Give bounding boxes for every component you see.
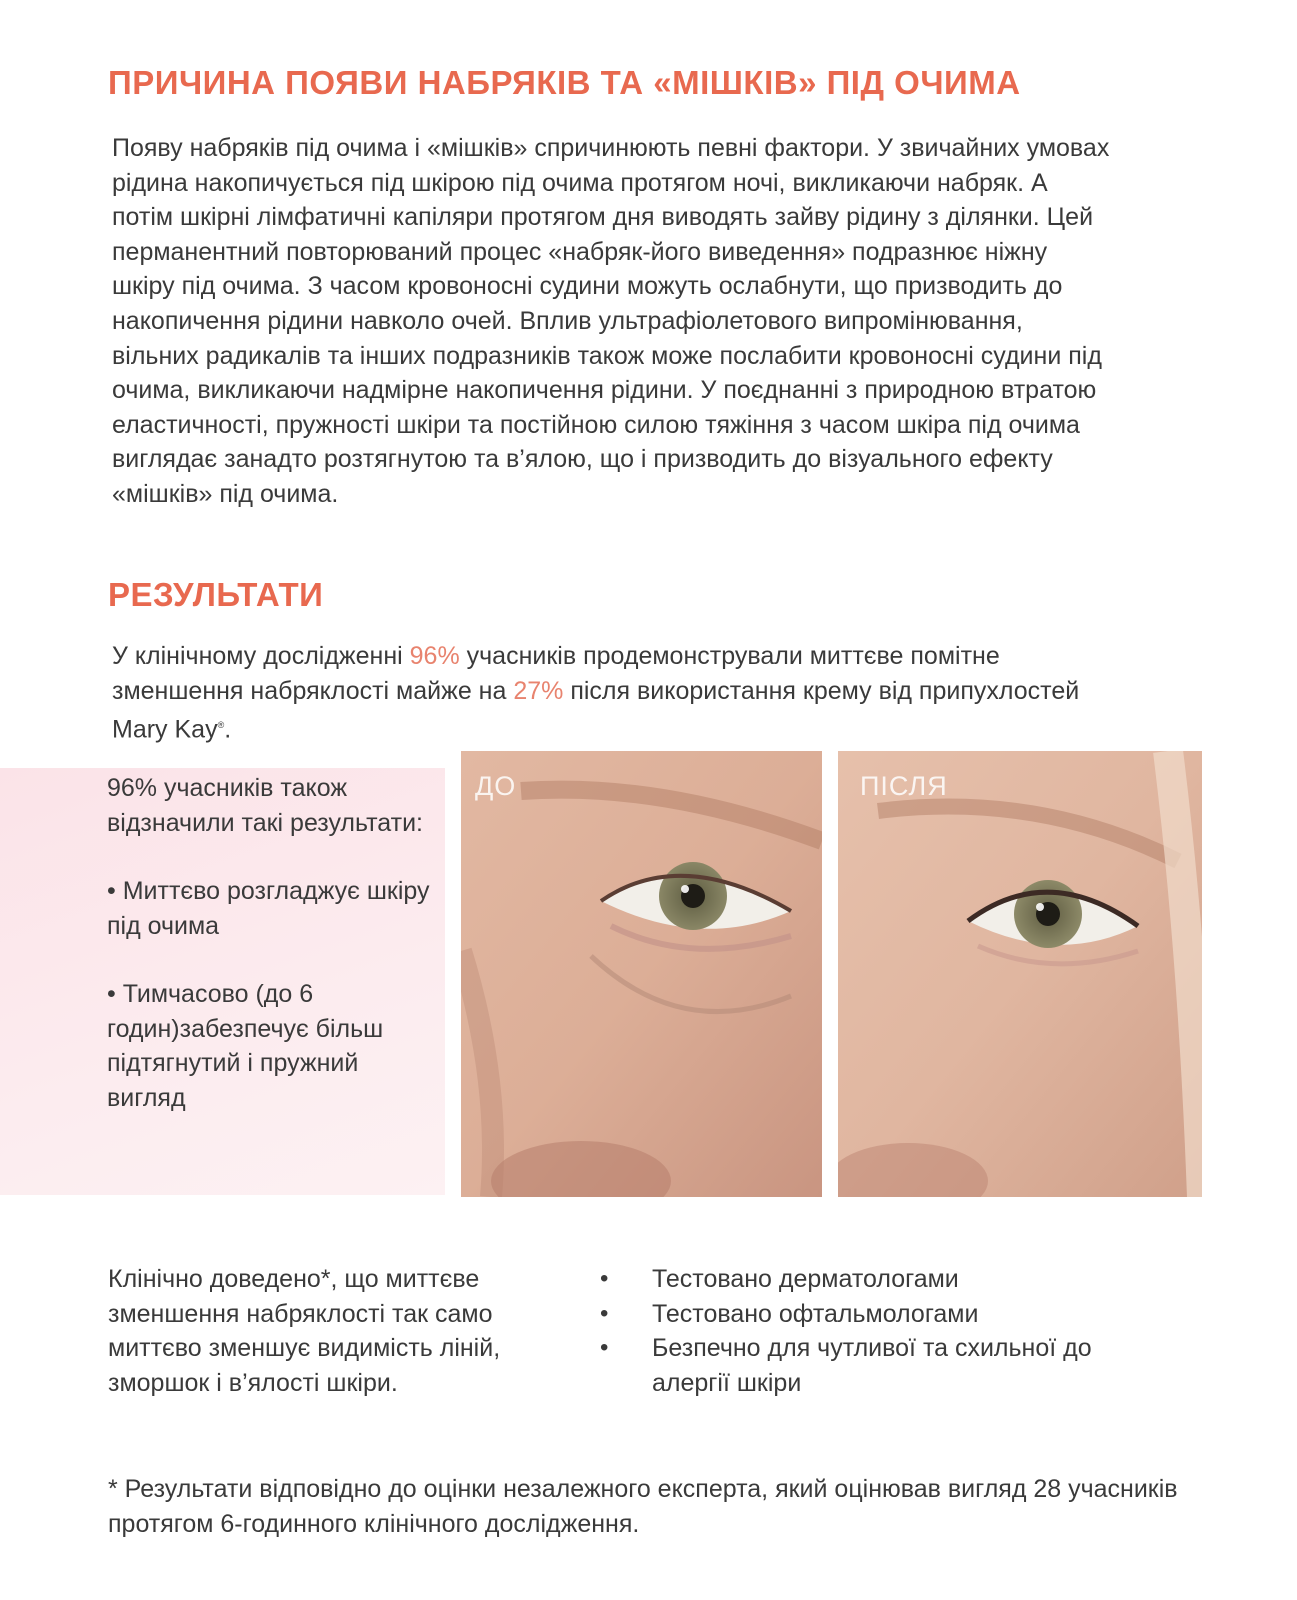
results-heading: РЕЗУЛЬТАТИ [108,576,324,613]
cause-heading: ПРИЧИНА ПОЯВИ НАБРЯКІВ ТА «МІШКІВ» ПІД ОЧИМА [108,64,1021,101]
after-photo [838,751,1202,1197]
list-item: • Безпечно для чутливої та схильної до алергії шкіри [600,1334,1092,1397]
list-item: • Тестовано дерматологами [600,1265,959,1293]
cause-paragraph: Появу набряків під очима і «мішків» спричинюють певні фактори. У звичайних умовах рідина накопичується під шкірою під очима протягом ночі, викликаючи набряк. А потім шкірні лімфатичні капіляри протягом дня виводять зайву рідину з ділянки. Цей перманентний повторюваний процес «набряк-його виведення» подразнює ніжну шкіру під очима. З часом кровоносні судини можуть ослабнути, що призводить до накопичення рідини навколо очей. Вплив ультрафіолетового випромінювання, вільних радикалів та інших подразників також може послабити кровоносні судини під очима, викликаючи надмірне накопичення рідини. У поєднанні з природною втратою еластичності, пружності шкіри та постійною силою тяжіння з часом шкіра під очима виглядає занадто розтягнутою та в’ялою, що і призводить до візуального ефекту «мішків» під очима. [112,134,1110,508]
results-panel-text [107,771,437,1149]
panel-intro: 96% учасників також відзначили такі результати: [107,774,423,837]
before-label: ДО [475,771,517,801]
before-photo [461,751,822,1197]
panel-item-firm: • Тимчасово (до 6 годин)забезпечує більш підтягнутий і пружний вигляд [107,980,384,1112]
highlight-96-percent: 96% [409,642,460,670]
clinical-paragraph: Клінічно доведено*, що миттєве зменшення набряклості так само миттєво зменшує видимість ліній, зморшок і в’ялості шкіри. [108,1265,501,1397]
registered-mark: ® [217,720,225,731]
results-paragraph: У клінічному дослідженні 96% учасників продемонстрували миттєве помітне зменшення набряклості майже на 27% після використання крему від припухлостей Mary Kay®. [112,642,1080,744]
highlight-27-percent: 27% [513,676,564,705]
list-item: • Тестовано офтальмологами [600,1299,979,1328]
footnote: * Результати відповідно до оцінки незалежного експерта, який оцінював вигляд 28 учасників протягом 6-годинного клінічного дослідження. [108,1475,1178,1538]
after-label: ПІСЛЯ [860,771,948,801]
panel-item-smooth: • Миттєво розгладжує шкіру під очима [107,877,430,940]
claims-list [600,1262,1120,1400]
